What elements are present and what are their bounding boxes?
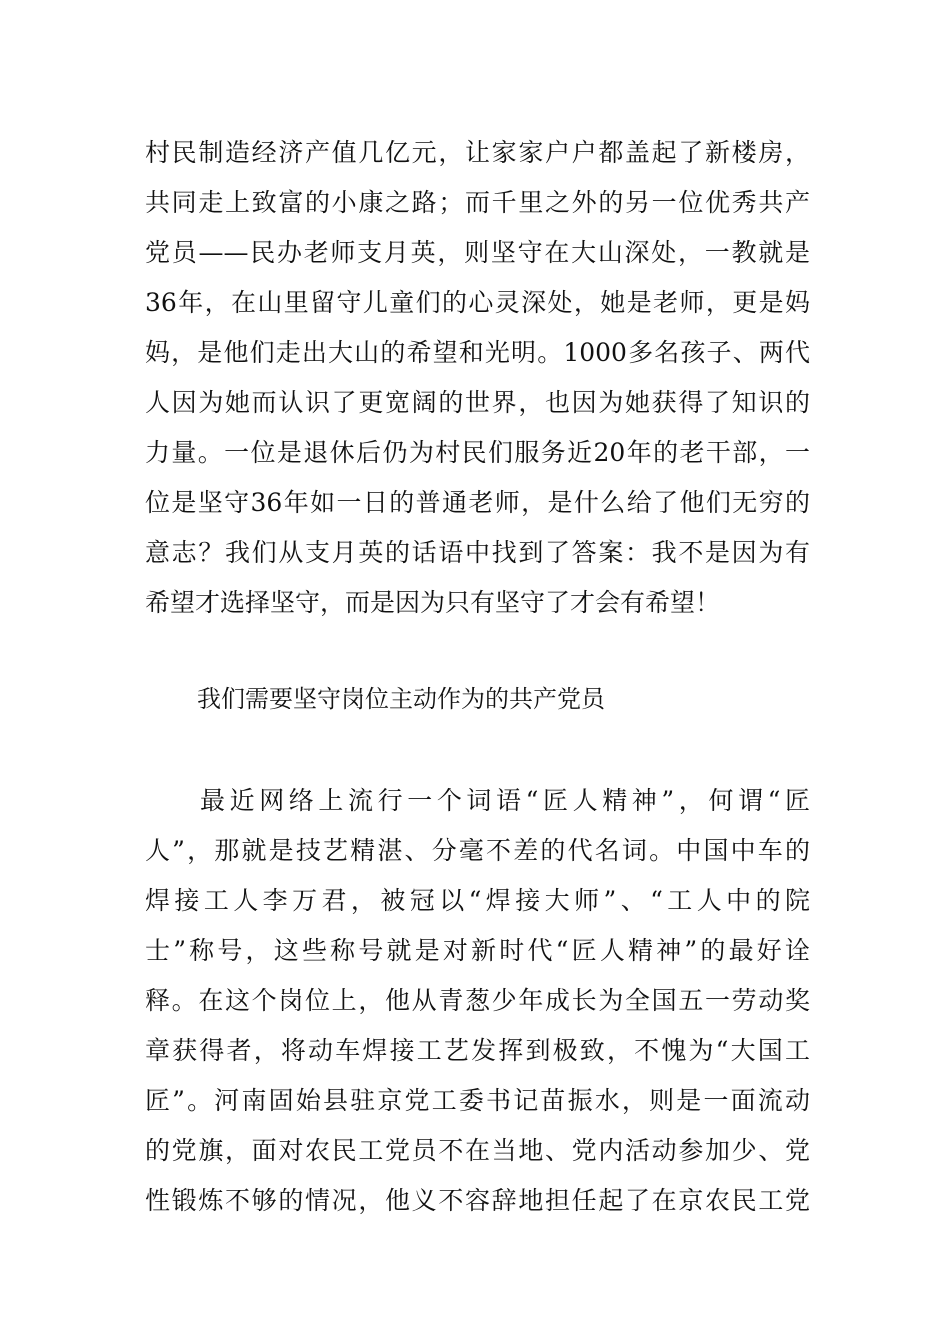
paragraph-2-line: 焊接工人李万君，被冠以“焊接大师”、“工人中的院 (145, 886, 810, 915)
paragraph-1-line: 希望才选择坚守，而是因为只有坚守了才会有希望！ (145, 588, 721, 617)
paragraph-1-line: 村民制造经济产值几亿元，让家家户户都盖起了新楼房， (145, 138, 810, 167)
paragraph-2-line: 士”称号，这些称号就是对新时代“匠人精神”的最好诠 (145, 936, 810, 965)
paragraph-2-line: 人”，那就是技艺精湛、分毫不差的代名词。中国中车的 (145, 836, 810, 865)
paragraph-2-line: 章获得者，将动车焊接工艺发挥到极致，不愧为“大国工 (145, 1036, 810, 1065)
paragraph-2-line: 匠”。河南固始县驻京党工委书记苗振水，则是一面流动 (145, 1086, 810, 1115)
paragraph-2-line: 性锻炼不够的情况，他义不容辞地担任起了在京农民工党 (145, 1186, 810, 1215)
section-heading: 我们需要坚守岗位主动作为的共产党员 (197, 685, 605, 713)
paragraph-1-line: 意志？我们从支月英的话语中找到了答案：我不是因为有 (145, 538, 810, 567)
paragraph-1 (145, 128, 810, 628)
paragraph-1-line: 党员——民办老师支月英，则坚守在大山深处，一教就是 (145, 238, 810, 267)
paragraph-2-line: 释。在这个岗位上，他从青葱少年成长为全国五一劳动奖 (145, 986, 810, 1015)
paragraph-2-line: 的党旗，面对农民工党员不在当地、党内活动参加少、党 (145, 1136, 810, 1165)
paragraph-1-line: 共同走上致富的小康之路；而千里之外的另一位优秀共产 (145, 188, 810, 217)
paragraph-1-line: 妈，是他们走出大山的希望和光明。1000多名孩子、两代 (145, 338, 810, 367)
paragraph-2-line: 最近网络上流行一个词语“匠人精神”，何谓“匠 (200, 786, 810, 815)
paragraph-1-line: 36年，在山里留守儿童们的心灵深处，她是老师，更是妈 (145, 288, 810, 317)
paragraph-2 (145, 776, 810, 1226)
paragraph-1-line: 位是坚守36年如一日的普通老师，是什么给了他们无穷的 (145, 488, 810, 517)
paragraph-1-line: 力量。一位是退休后仍为村民们服务近20年的老干部，一 (145, 438, 810, 467)
paragraph-1-line: 人因为她而认识了更宽阔的世界，也因为她获得了知识的 (145, 388, 810, 417)
